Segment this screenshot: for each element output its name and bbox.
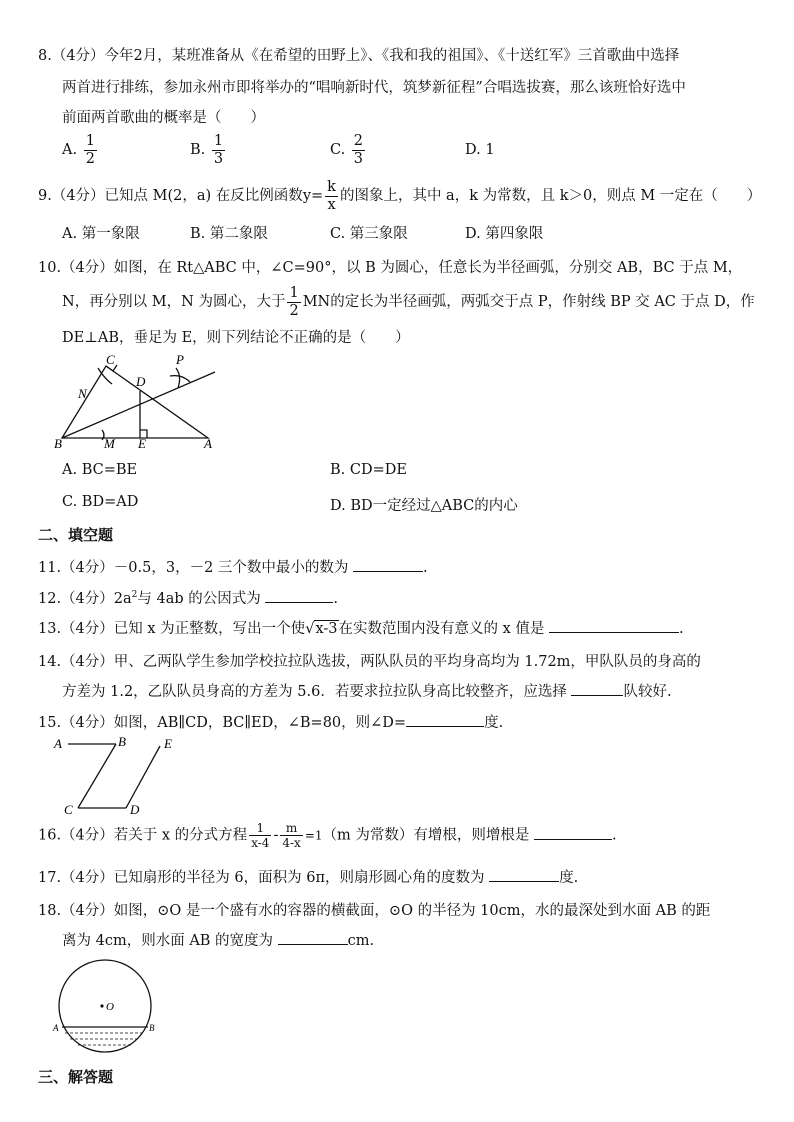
q15-label-b: B [118,734,126,749]
q15-label-d: D [130,802,140,817]
q17: 17.（4分）已知扇形的半径为 6，面积为 6π，则扇形圆心角的度数为 度. [38,870,579,886]
q8-option-b [190,134,227,166]
q8-option-b-label: B. [190,142,206,158]
q10-label-p: P [176,352,184,367]
q10-line2: N，再分别以 M，N 为圆心，大于 $\frac{1}{2}$ MN的定长为半径画弧，两弧交于点 P，作射线 BP 交 AC 于点 D，作 [62,285,755,319]
q12: 12.（4分）$2a^2$与 4ab 的公因式为 . [38,590,338,607]
q9-option-c: C. 第三象限 [330,226,408,242]
q15: 15.（4分）如图，AB∥CD，BC∥ED，∠B=80，则∠D= 度. [38,715,504,731]
q10-line1: 10.（4分）如图，在 Rt△ABC 中，∠C=90°，以 B 为圆心，任意长为半径画弧，分别交 AB，BC 于点 M， [38,260,743,276]
q14-answer-blank[interactable] [571,683,623,696]
q10-label-b: B [54,436,62,451]
q10-option-b: B. CD=DE [330,462,407,478]
section-answer-title: 三、解答题 [38,1068,114,1086]
q10-option-c: C. BD=AD [62,494,139,510]
q10-label-a: A [204,436,212,451]
q18-label-o: O [106,1001,114,1013]
q18-label-a: A [53,1023,59,1033]
q10-option-d: D. BD一定经过△ABC的内心 [330,498,518,514]
q10-label-e: E [138,436,146,451]
q10-label-m: M [104,436,115,451]
q10-label-c: C [106,352,115,367]
q9-option-a: A. 第一象限 [62,226,140,242]
q8-option-c-fraction: $\frac{2}{3}$ [353,133,364,167]
q9-option-d: D. 第四象限 [465,226,544,242]
q8-option-a-label: A. [62,142,78,158]
q10-option-a: A. BC=BE [62,462,138,478]
q10-label-d: D [136,374,146,389]
q8-option-a [62,134,99,166]
q15-label-e: E [164,736,172,751]
q10-triangle-figure [50,352,230,452]
q8-line1: 8.（4分）今年2月，某班准备从《在希望的田野上》、《我和我的祖国》、《十送红军》三首歌曲中选择 [38,48,680,64]
q10-label-n: N [78,386,87,401]
q15-answer-blank[interactable] [406,714,484,727]
q8-option-b-fraction: $\frac{1}{3}$ [213,133,224,167]
section-fill-in-title: 二、填空题 [38,526,114,544]
q14-line1: 14.（4分）甲、乙两队学生参加学校拉拉队选拔，两队队员的平均身高均为 1.72m，甲队队员的身高的 [38,654,701,670]
q16-fraction-2: $\frac{m}{4-x}$ [282,821,301,850]
q18-circle-figure [50,958,160,1058]
q11-answer-blank[interactable] [353,559,423,572]
q16: 16.（4分）若关于 x 的分式方程 $\frac{1}{x-4}$ - $\frac{m}{4-x}$ =1（m 为常数）有增根，则增根是 . [38,821,617,850]
q10-line3: DE⊥AB，垂足为 E，则下列结论不正确的是（ ） [62,330,410,346]
q13: 13.（4分）已知 x 为正整数，写出一个使√x-3在实数范围内没有意义的 x 值是 . [38,621,684,637]
q18-answer-blank[interactable] [278,932,348,945]
q14-line2: 方差为 1.2，乙队队员身高的方差为 5.6．若要求拉拉队身高比较整齐，应选择 队较好. [62,684,672,700]
q10-fraction: $\frac{1}{2}$ [289,285,299,319]
q17-answer-blank[interactable] [489,869,559,882]
q8-option-c-label: C. [330,142,346,158]
q8-line3: 前面两首歌曲的概率是（ ） [62,110,265,126]
q8-line2: 两首进行排练，参加永州市即将举办的“唱响新时代，筑梦新征程”合唱选拔赛，那么该班恰好选中 [62,80,686,96]
q9-fraction: $\frac{k}{x}$ [327,179,336,213]
q15-label-c: C [64,802,73,817]
q11: 11.（4分）－0.5，3，－2 三个数中最小的数为 . [38,560,428,576]
q16-fraction-1: $\frac{1}{x-4}$ [251,821,270,850]
q13-answer-blank[interactable] [549,620,679,633]
q18-line1: 18.（4分）如图，⊙O 是一个盛有水的容器的横截面，⊙O 的半径为 10cm，水的最深处到水面 AB 的距 [38,903,711,919]
q9-option-b: B. 第二象限 [190,226,268,242]
q18-line2: 离为 4cm，则水面 AB 的宽度为 cm. [62,933,375,949]
q12-answer-blank[interactable] [265,590,333,603]
q9-stem: 9.（4分）已知点 M(2，a) 在反比例函数y= $\frac{k}{x}$ 的图象上，其中 a，k 为常数，且 k＞0，则点 M 一定在（ ） [38,179,762,213]
q18-label-b: B [149,1023,155,1033]
q8-option-d: D. 1 [465,142,495,158]
q15-label-a: A [54,736,62,751]
q15-parallel-figure [50,734,190,820]
q8-option-a-fraction: $\frac{1}{2}$ [85,133,95,167]
q16-answer-blank[interactable] [534,827,612,840]
q8-option-c [330,134,367,166]
